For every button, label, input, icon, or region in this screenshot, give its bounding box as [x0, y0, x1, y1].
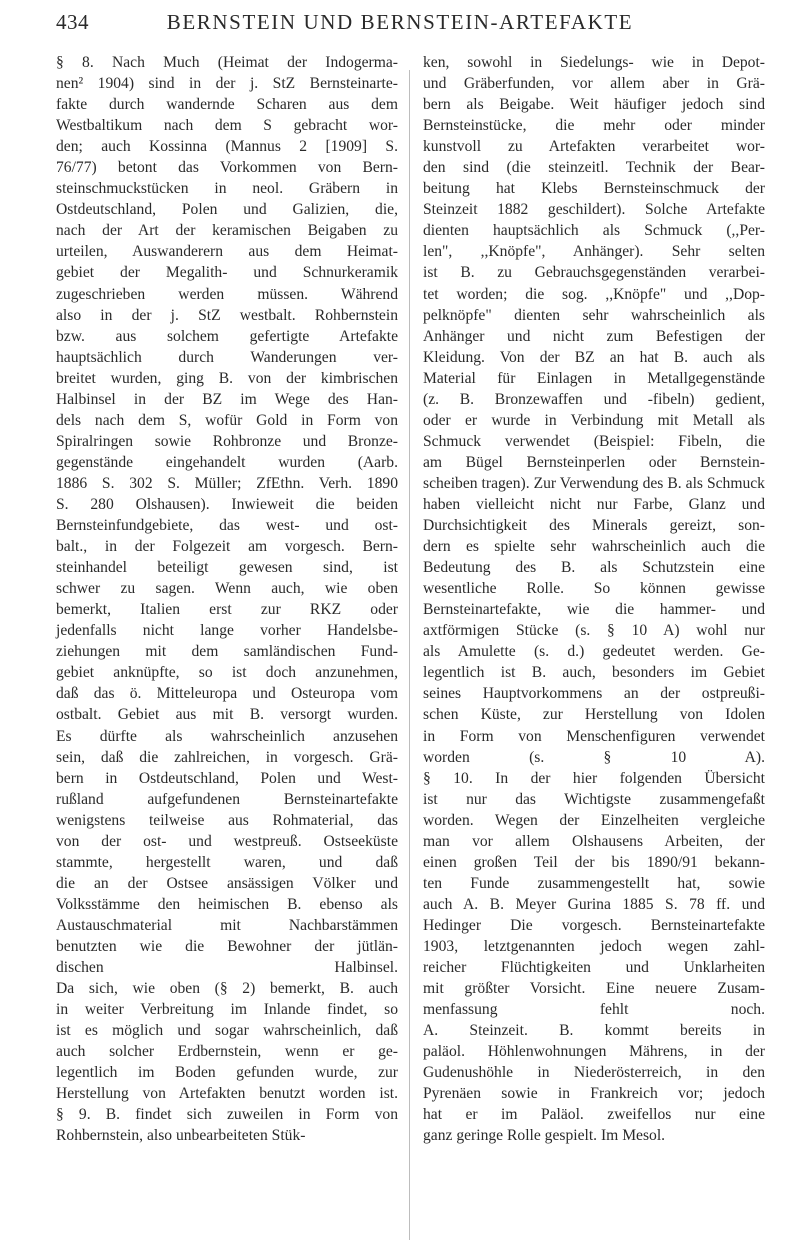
right-column [423, 52, 765, 1146]
text-line: wesentliche Rolle. So können gewisse [423, 580, 765, 598]
text-line: ostbalt. Gebiet aus mit B. versorgt wurden. [56, 706, 398, 724]
text-line: haben vielleicht nicht nur Farbe, Glanz und [423, 495, 765, 513]
text-line: Volksstämme den heimischen B. ebenso als [56, 895, 398, 913]
text-line: (z. B. Bronzewaffen und -fibeln) gedient, [423, 390, 765, 408]
text-line: § 10. In der hier folgenden Übersicht [423, 769, 765, 787]
text-line: auch solcher Erdbernstein, wenn er ge- [56, 1043, 398, 1061]
text-line: Material für Einlagen in Metallgegenstände [423, 369, 765, 387]
text-line: rußland aufgefundenen Bernsteinartefakte [56, 790, 398, 808]
running-title: BERNSTEIN UND BERNSTEIN-ARTEFAKTE [166, 10, 634, 34]
text-line: § 9. B. findet sich zuweilen in Form von [56, 1106, 398, 1124]
page-header [0, 10, 800, 50]
text-line: breitet wurden, ging B. von der kimbrischen [56, 369, 398, 387]
text-line: benutzten wie die Bewohner der jütlän- [56, 937, 398, 955]
text-line: zugeschrieben werden müssen. Während [56, 285, 398, 303]
text-line: jedenfalls nicht lange vorher Handelsbe- [56, 622, 398, 640]
text-line: gebiet anknüpfte, so ist doch anzunehmen, [56, 664, 398, 682]
text-line: ken, sowohl in Siedelungs- wie in Depot- [423, 54, 765, 71]
text-line: bern als Beigabe. Weit häufiger jedoch sind [423, 96, 765, 114]
text-line: paläol. Höhlenwohnungen Mährens, in der [423, 1043, 765, 1061]
text-line: reicher Flüchtigkeiten und Unklarheiten [423, 959, 765, 977]
text-line: ziehungen mit dem samländischen Fund- [56, 643, 398, 661]
text-line: als Amulette (s. d.) gedeutet werden. Ge- [423, 643, 765, 661]
text-line: ist es möglich und sogar wahrscheinlich, daß [56, 1022, 398, 1040]
text-line: bemerkt, Italien erst zur RKZ oder [56, 601, 398, 619]
text-line: Bernsteinartefakte, wie die hammer- und [423, 601, 765, 619]
text-line: Gudenushöhle in Niederösterreich, in den [423, 1064, 765, 1082]
text-line: dels nach dem S, wofür Gold in Form von [56, 411, 398, 429]
text-line: wenigstens teilweise aus Rohmaterial, das [56, 811, 398, 829]
text-line: A. Steinzeit. B. kommt bereits in [423, 1022, 765, 1040]
text-line: len", ,,Knöpfe", Anhänger). Sehr selten [423, 243, 765, 261]
text-line: seines Hauptvorkommens an der ostpreußi- [423, 685, 765, 703]
text-line: den sind (die steinzeitl. Technik der Bear- [423, 159, 765, 177]
page-number: 434 [56, 10, 89, 34]
text-line: Spiralringen sowie Rohbronze und Bronze- [56, 432, 398, 450]
text-line: oder er wurde in Verbindung mit Metall als [423, 411, 765, 429]
text-line: die an der Ostsee ansässigen Völker und [56, 874, 398, 892]
text-line: also in der j. StZ westbalt. Rohbernstein [56, 306, 398, 324]
text-line: stammte, hergestellt waren, und daß [56, 853, 398, 871]
text-line: steinhandel beteiligt gewesen sind, ist [56, 559, 398, 577]
text-line: Bernsteinfundgebiete, das west- und ost- [56, 517, 398, 535]
text-line: hat er im Paläol. zweifellos nur eine [423, 1106, 765, 1124]
text-line: ganz geringe Rolle gespielt. Im Mesol. [423, 1127, 666, 1145]
text-line: in weiter Verbreitung im Inlande findet, so [56, 1001, 398, 1019]
text-line: 1886 S. 302 S. Müller; ZfEthn. Verh. 1890 [56, 474, 398, 492]
text-line: Halbinsel in der BZ im Wege des Han- [56, 390, 398, 408]
text-line: ist B. zu Gebrauchsgegenständen verarbei- [423, 264, 765, 282]
text-line: bern in Ostdeutschland, Polen und West- [56, 769, 398, 787]
text-line: axtförmigen Stücke (s. § 10 A) wohl nur [423, 622, 765, 640]
text-line: ten Funde zusammengestellt hat, sowie [423, 874, 765, 892]
text-line: Durchsichtigkeit des Minerals gereizt, son- [423, 517, 765, 535]
text-line: hauptsächlich durch Wanderungen ver- [56, 348, 398, 366]
text-line: Austauschmaterial mit Nachbarstämmen [56, 916, 398, 934]
text-line: 1903, letztgenannten jedoch wegen zahl- [423, 937, 765, 955]
text-line: Es dürfte als wahrscheinlich anzusehen [56, 727, 398, 745]
text-line: schwer zu sagen. Wenn auch, wie oben [56, 580, 398, 598]
text-line: pelknöpfe" dienten sehr wahrscheinlich als [423, 306, 765, 324]
text-line: Herstellung von Artefakten benutzt worden [56, 1085, 366, 1103]
text-line: scheiben tragen). [423, 474, 530, 492]
text-line: nen² 1904) sind in der j. StZ Bernsteinarte- [56, 75, 398, 93]
text-line: einen großen Teil der bis 1890/91 bekann- [423, 853, 765, 871]
text-line: balt., in der Folgezeit am vorgesch. Bern- [56, 538, 398, 556]
text-line: kunstvoll zu Artefakten verarbeitet wor- [423, 138, 765, 156]
text-line: gebiet der Megalith- und Schnurkeramik [56, 264, 398, 282]
text-line: fakte durch wandernde Scharen aus dem [56, 96, 398, 114]
text-line: menfassung fehlt noch. [423, 1001, 765, 1019]
text-line: dienten hauptsächlich als Schmuck (,,Per- [423, 222, 765, 240]
text-line: schen Küste, zur Herstellung von Idolen [423, 706, 765, 724]
text-line: in Form von Menschenfiguren verwendet [423, 727, 765, 745]
column-divider [409, 70, 410, 1240]
text-line: von der ost- und westpreuß. Ostseeküste [56, 832, 398, 850]
text-line: steinschmuckstücken in neol. Gräbern in [56, 180, 398, 198]
text-line: dern es spielte sehr wahrscheinlich auch die [423, 538, 765, 556]
text-line: dischen Halbinsel. [56, 959, 398, 977]
text-line: urteilen, Auswanderern aus dem Heimat- [56, 243, 398, 261]
text-line: tet worden; die sog. ,,Knöpfe" und ,,Dop- [423, 285, 765, 303]
text-line: Bernsteinstücke, die mehr oder minder [423, 117, 765, 135]
text-line: sein, daß die zahlreichen, in vorgesch. Grä- [56, 748, 398, 766]
text-line: man vor allem Olshausens Arbeiten, der [423, 832, 765, 850]
text-line: Hedinger Die vorgesch. Bernsteinartefakte [423, 916, 765, 934]
text-line: legentlich im Boden gefunden wurde, zur [56, 1064, 398, 1082]
text-line: § 8. Nach Much (Heimat der Indogerma- [56, 54, 398, 71]
text-line: ist nur das Wichtigste zusammengefaßt [423, 790, 765, 808]
text-line: am Bügel Bernsteinperlen oder Bernstein- [423, 453, 765, 471]
text-line: daß das ö. Mitteleuropa und Osteuropa vom [56, 685, 398, 703]
text-line: 76/77) betont das Vorkommen von Bern- [56, 159, 398, 177]
text-line: den; auch Kossinna (Mannus 2 [1909] S. [56, 138, 398, 156]
left-column [56, 52, 398, 1146]
text-line: Pyrenäen sowie in Frankreich vor; jedoch [423, 1085, 765, 1103]
text-line: beitung hat Klebs Bernsteinschmuck der [423, 180, 765, 198]
text-line: Rohbernstein, also unbearbeiteten Stük- [56, 1127, 306, 1145]
text-line: und Gräberfunden, vor allem aber in Grä- [423, 75, 765, 93]
text-line: mit größter Vorsicht. Eine neuere Zusam- [423, 980, 765, 998]
text-line: gegenstände eingehandelt wurden (Aarb. [56, 453, 398, 471]
text-line: Da sich, wie oben (§ 2) bemerkt, B. auch [56, 980, 398, 998]
text-line: worden (s. § 10 A). [423, 748, 765, 766]
text-line: Steinzeit 1882 geschildert). Solche Artefakte [423, 201, 765, 219]
text-line: S. 280 Olshausen). Inwieweit die beiden [56, 495, 398, 513]
text-line: Anhänger und nicht zum Befestigen der [423, 327, 765, 345]
text-line: Zur Verwendung des B. als Schmuck [533, 474, 765, 492]
text-line: legentlich ist B. auch, besonders im Gebiet [423, 664, 765, 682]
text-line: Bedeutung des B. als Schutzstein eine [423, 559, 765, 577]
text-line: Kleidung. Von der BZ an hat B. auch als [423, 348, 765, 366]
text-line: nach der Art der keramischen Beigaben zu [56, 222, 398, 240]
text-line: auch A. B. Meyer Gurina 1885 S. 78 ff. und [423, 895, 765, 913]
text-line: Schmuck verwendet (Beispiel: Fibeln, die [423, 432, 765, 450]
text-line: Westbaltikum nach dem S gebracht wor- [56, 117, 398, 135]
text-line: bzw. aus solchem gefertigte Artefakte [56, 327, 398, 345]
text-line: ist. [379, 1085, 398, 1103]
text-line: Ostdeutschland, Polen und Galizien, die, [56, 201, 398, 219]
text-line: worden. Wegen der Einzelheiten vergleiche [423, 811, 765, 829]
